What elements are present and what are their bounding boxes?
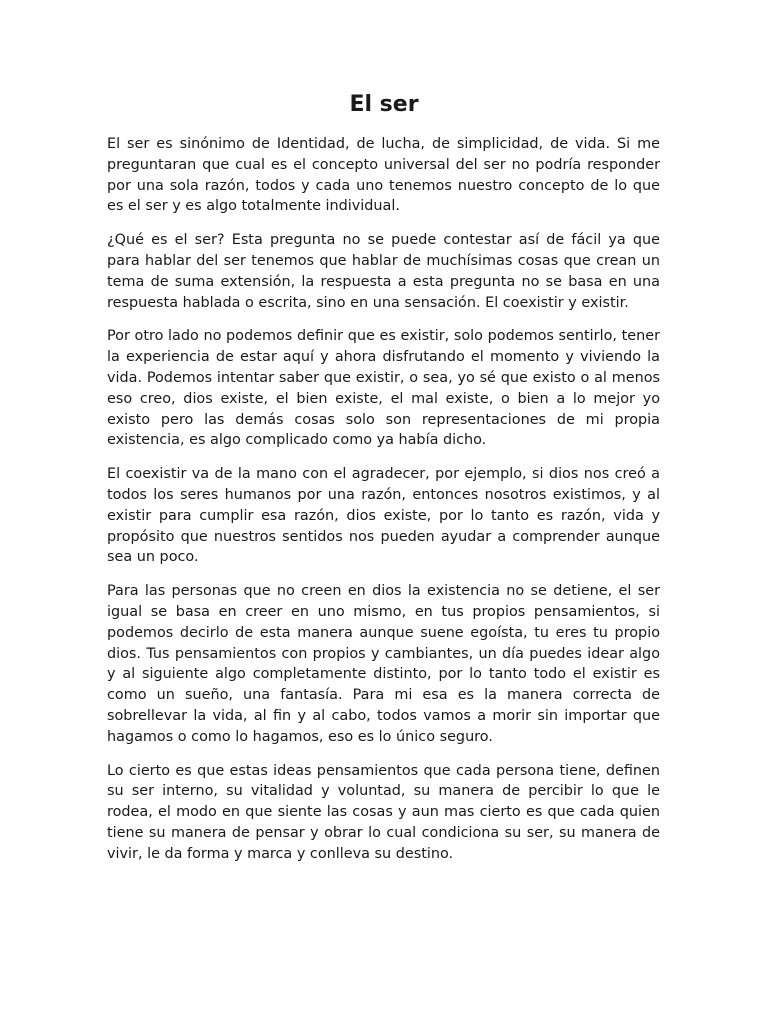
- paragraph-3: Por otro lado no podemos definir que es existir, solo podemos sentirlo, tener la experiencia de estar aquí y ahora disfrutando el momento y viviendo la vida. Podemos intentar saber que existir, o sea, yo sé que existo o al menos eso creo, dios existe, el bien existe, el mal existe, o bien a lo mejor yo existo pero las demás cosas solo son representaciones de mi propia existencia, es algo complicado como ya había dicho.: [107, 328, 660, 449]
- paragraph-2: ¿Qué es el ser? Esta pregunta no se puede contestar así de fácil ya que para hablar del ser tenemos que hablar de muchísimas cosas que crean un tema de suma extensión, la respuesta a esta pregunta no se basa en una respuesta hablada o escrita, sino en una sensación. El coexistir y existir.: [107, 232, 660, 311]
- paragraph-4: El coexistir va de la mano con el agradecer, por ejemplo, si dios nos creó a todos los seres humanos por una razón, entonces nosotros existimos, y al existir para cumplir esa razón, dios existe, por lo tanto es razón, vida y propósito que nuestros sentidos nos pueden ayudar a comprender aunque sea un poco.: [107, 466, 660, 566]
- document-body: [107, 134, 660, 878]
- paragraph-5: Para las personas que no creen en dios la existencia no se detiene, el ser igual se basa en creer en uno mismo, en tus propios pensamientos, si podemos decirlo de esta manera aunque suene egoísta, tu eres tu propio dios. Tus pensamientos con propios y cambiantes, un día puedes idear algo y al siguiente algo completamente distinto, por lo tanto todo el existir es como un sueño, una fantasía. Para mi esa es la manera correcta de sobrellevar la vida, al fin y al cabo, todos vamos a morir sin importar que hagamos o como lo hagamos, eso es lo único seguro.: [107, 583, 660, 745]
- page-title: El ser: [349, 92, 419, 117]
- paragraph-1: El ser es sinónimo de Identidad, de lucha, de simplicidad, de vida. Si me preguntaran que cual es el concepto universal del ser no podría responder por una sola razón, todos y cada uno tenemos nuestro concepto de lo que es el ser y es algo totalmente individual.: [107, 136, 660, 215]
- paragraph-6: Lo cierto es que estas ideas pensamientos que cada persona tiene, definen su ser interno, su vitalidad y voluntad, su manera de percibir lo que le rodea, el modo en que siente las cosas y aun mas cierto es que cada quien tiene su manera de pensar y obrar lo cual condiciona su ser, su manera de vivir, le da forma y marca y conlleva su destino.: [107, 762, 660, 862]
